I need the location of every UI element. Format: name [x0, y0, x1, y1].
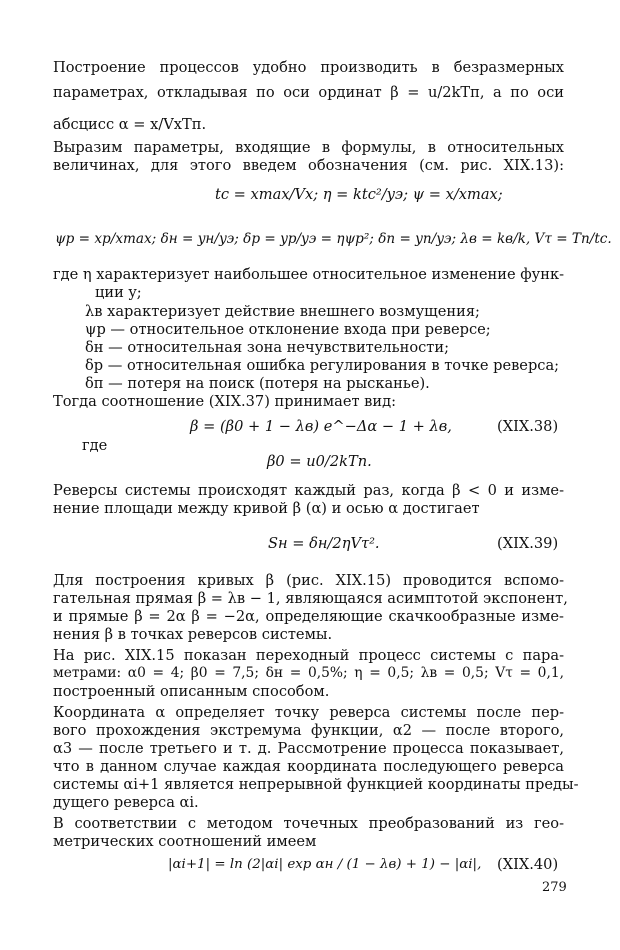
text-line: Координата α определяет точку реверса системы после пер-: [53, 704, 564, 721]
formula-beta0: β0 = u0/2kTп.: [267, 453, 372, 470]
text-line: Тогда соотношение (XIX.37) принимает вид:: [53, 393, 397, 410]
text-line: α3 — после третьего и т. д. Рассмотрение процесса показывает,: [53, 740, 564, 757]
text-line: что в данном случае каждая координата последующего реверса: [53, 758, 564, 775]
formula-definitions-2: ψр = xр/xmax; δн = yн/yэ; δр = yр/yэ = ηψр²; δп = yп/yэ; λв = kв/k, Vτ = Tп/tc.: [55, 231, 612, 247]
text-line: параметрах, откладывая по оси ординат β = u/2kTп, а по оси: [53, 84, 564, 101]
formula-definitions-1: tc = xmax/Vx; η = ktc²/yэ; ψ = x/xmax;: [215, 186, 503, 203]
formula-xix-40: |αi+1| = ln (2|αi| exp αн / (1 − λв) + 1) − |αi|,: [168, 857, 482, 872]
text-line: нение площади между кривой β (α) и осью α достигает: [53, 500, 480, 517]
text-line: где η характеризует наибольшее относительное изменение функ-: [53, 266, 565, 283]
text-line: величинах, для этого введем обозначения (см. рис. XIX.13):: [53, 157, 564, 174]
text-line: δр — относительная ошибка регулирования в точке реверса;: [85, 357, 560, 374]
text-line: дущего реверса αi.: [53, 794, 199, 811]
text-line: построенный описанным способом.: [53, 683, 330, 700]
text-line: вого прохождения экстремума функции, α2 — после второго,: [53, 722, 564, 739]
text-line: δн — относительная зона нечувствительности;: [85, 339, 450, 356]
text-line: метрических соотношений имеем: [53, 833, 317, 850]
text-line: δп — потеря на поиск (потеря на рысканье).: [85, 375, 430, 392]
text-line: Выразим параметры, входящие в формулы, в относительных: [53, 139, 564, 156]
text-line: Для построения кривых β (рис. XIX.15) проводится вспомо-: [53, 572, 564, 589]
text-line: λв характеризует действие внешнего возмущения;: [85, 303, 480, 320]
formula-xix-38: β = (β0 + 1 − λв) e^−Δα − 1 + λв,: [190, 418, 452, 435]
equation-number: (XIX.39): [497, 535, 559, 552]
text-line: ции y;: [95, 284, 142, 301]
text-line: и прямые β = 2α β = −2α, определяющие скачкообразные изме-: [53, 608, 564, 625]
equation-number: (XIX.40): [497, 856, 559, 873]
text-line: гательная прямая β = λв − 1, являющаяся асимптотой экспонент,: [53, 590, 568, 607]
text-line: Построение процессов удобно производить в безразмерных: [53, 59, 564, 76]
text-line: метрами: α0 = 4; β0 = 7,5; δн = 0,5%; η = 0,5; λв = 0,5; Vτ = 0,1,: [53, 665, 564, 681]
text-line: нения β в точках реверсов системы.: [53, 626, 333, 643]
page-number: 279: [542, 880, 567, 895]
text-line: На рис. XIX.15 показан переходный процесс системы с пара-: [53, 647, 564, 664]
text-line: абсцисс α = x/VxTп.: [53, 116, 207, 133]
text-line: ψр — относительное отклонение входа при реверсе;: [85, 321, 491, 338]
text-line: где: [82, 437, 108, 454]
text-line: Реверсы системы происходят каждый раз, когда β < 0 и изме-: [53, 482, 564, 499]
text-line: системы αi+1 является непрерывной функцией координаты преды-: [53, 776, 579, 793]
text-line: В соответствии с методом точечных преобразований из гео-: [53, 815, 564, 832]
equation-number: (XIX.38): [497, 418, 559, 435]
formula-xix-39: Sн = δн/2ηVτ².: [268, 535, 380, 552]
